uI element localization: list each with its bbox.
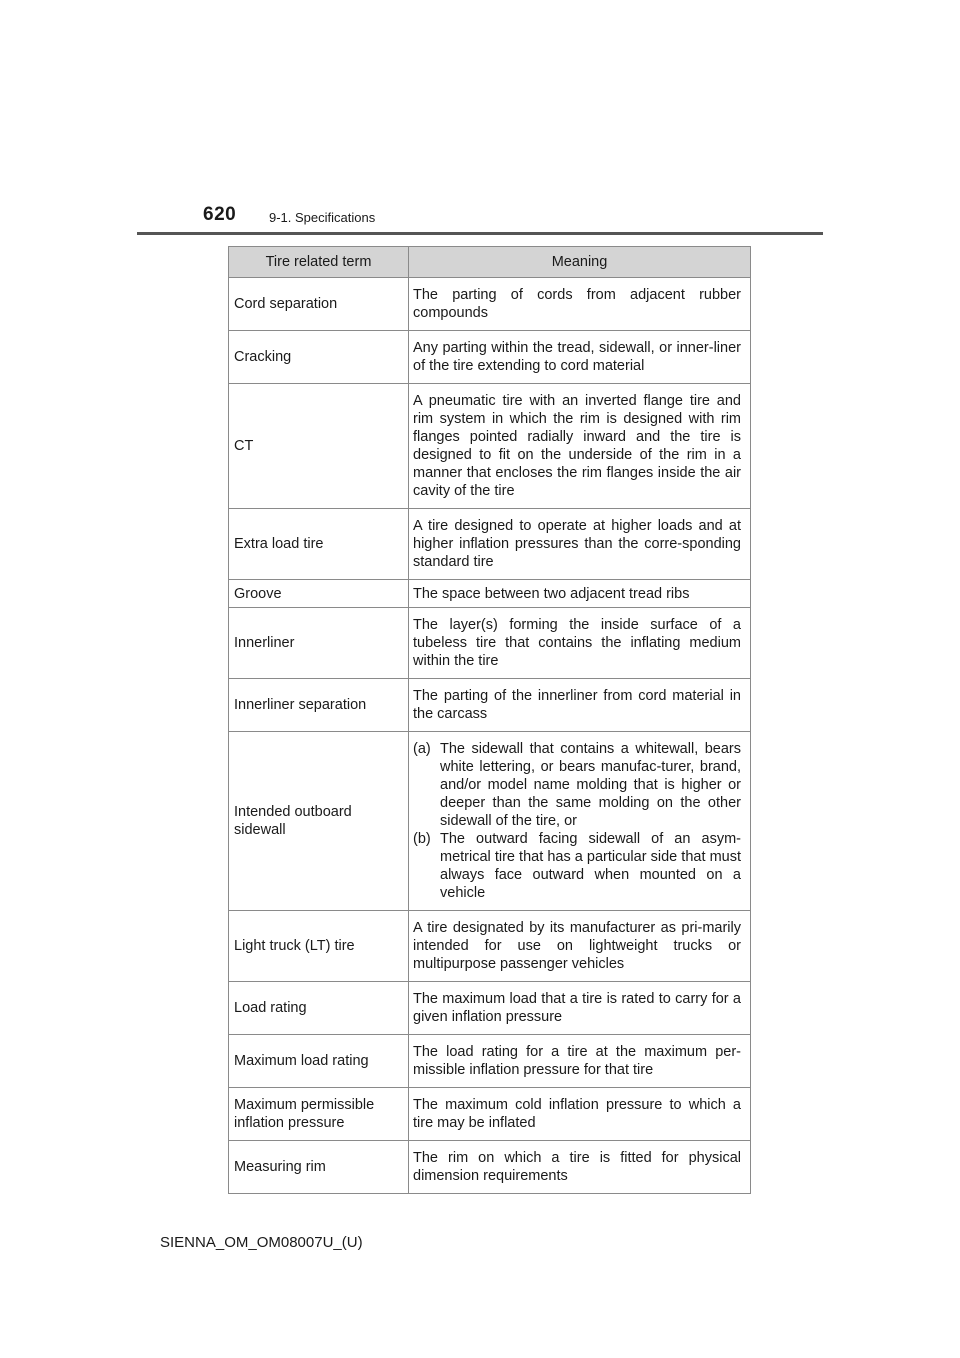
header-divider <box>137 232 823 235</box>
meaning-cell: The space between two adjacent tread ribs <box>409 580 751 608</box>
meaning-cell: The maximum cold inflation pressure to which a tire may be inflated <box>409 1088 751 1141</box>
table-row <box>229 278 751 331</box>
column-header-meaning: Meaning <box>409 247 751 278</box>
table-row <box>229 1088 751 1141</box>
list-item <box>413 740 741 830</box>
table-row <box>229 509 751 580</box>
term-cell: Innerliner <box>229 608 409 679</box>
meaning-cell: The rim on which a tire is fitted for physical dimension requirements <box>409 1141 751 1194</box>
list-item-text: The outward facing sidewall of an asym-metrical tire that has a particular side that must always face outward when mounted on a vehicle <box>440 831 741 901</box>
meaning-cell: The parting of cords from adjacent rubber compounds <box>409 278 751 331</box>
term-cell: Maximum permissible inflation pressure <box>229 1088 409 1141</box>
term-cell: Innerliner separation <box>229 679 409 732</box>
table-header-row <box>229 247 751 278</box>
term-cell: Cracking <box>229 331 409 384</box>
table-row <box>229 608 751 679</box>
meaning-cell: The load rating for a tire at the maximum per-missible inflation pressure for that tire <box>409 1035 751 1088</box>
term-cell: CT <box>229 384 409 509</box>
meaning-cell: Any parting within the tread, sidewall, or inner-liner of the tire extending to cord material <box>409 331 751 384</box>
meaning-cell: The layer(s) forming the inside surface of a tubeless tire that contains the inflating medium within the tire <box>409 608 751 679</box>
table-row <box>229 1141 751 1194</box>
section-title: 9-1. Specifications <box>269 210 376 225</box>
table-row <box>229 331 751 384</box>
document-id-footer: SIENNA_OM_OM08007U_(U) <box>160 1234 363 1251</box>
table-row <box>229 911 751 982</box>
table-row <box>229 732 751 911</box>
page-header <box>203 204 823 234</box>
meaning-cell: A tire designed to operate at higher loads and at higher inflation pressures than the corre-sponding standard tire <box>409 509 751 580</box>
tire-terms-table <box>228 246 751 1194</box>
meaning-cell: A tire designated by its manufacturer as pri-marily intended for use on lightweight trucks or multipurpose passenger vehicles <box>409 911 751 982</box>
column-header-term: Tire related term <box>229 247 409 278</box>
table-row <box>229 1035 751 1088</box>
term-cell: Groove <box>229 580 409 608</box>
table-row <box>229 679 751 732</box>
term-cell: Maximum load rating <box>229 1035 409 1088</box>
table-row <box>229 384 751 509</box>
meaning-cell: A pneumatic tire with an inverted flange tire and rim system in which the rim is designed with rim flanges pointed radially inward and the tire is designed to fit on the underside of the rim in a manner that encloses the rim flanges inside the air cavity of the tire <box>409 384 751 509</box>
term-cell: Measuring rim <box>229 1141 409 1194</box>
page-number: 620 <box>203 204 237 225</box>
list-item-text: The sidewall that contains a whitewall, bears white lettering, or bears manufac-turer, brand, and/or model name molding that is higher or deeper than the same molding on the other sidewall of the tire, or <box>440 741 741 829</box>
table-row <box>229 580 751 608</box>
list-item-label: (b) <box>413 831 431 847</box>
term-cell: Load rating <box>229 982 409 1035</box>
meaning-cell: The maximum load that a tire is rated to carry for a given inflation pressure <box>409 982 751 1035</box>
term-cell: Intended outboard sidewall <box>229 732 409 911</box>
meaning-cell: The parting of the innerliner from cord material in the carcass <box>409 679 751 732</box>
term-cell: Extra load tire <box>229 509 409 580</box>
term-cell: Light truck (LT) tire <box>229 911 409 982</box>
list-item-label: (a) <box>413 741 431 757</box>
term-cell: Cord separation <box>229 278 409 331</box>
list-item <box>413 830 741 902</box>
table-row <box>229 982 751 1035</box>
meaning-cell <box>409 732 751 911</box>
